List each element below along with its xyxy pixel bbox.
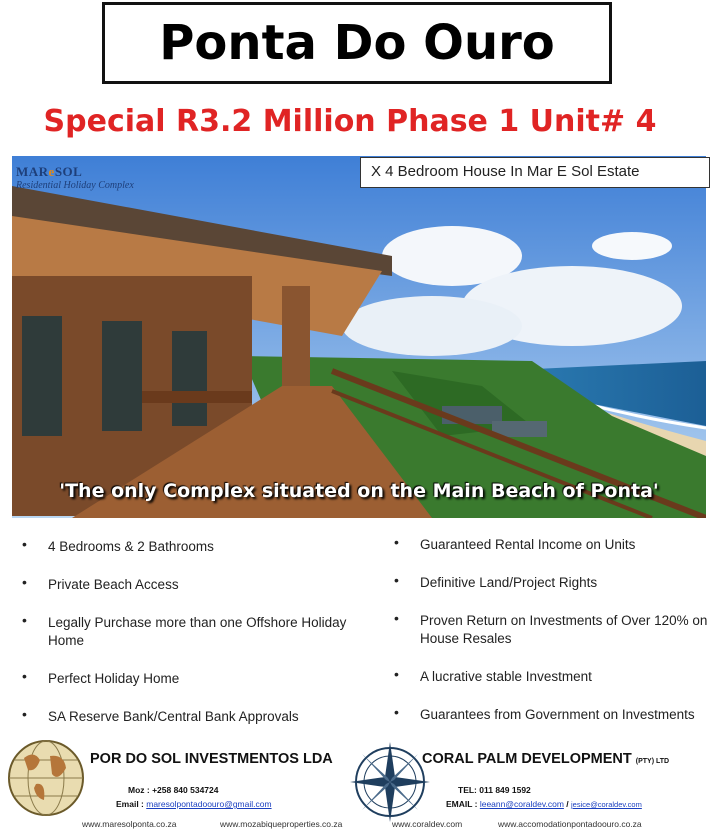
feature-item: • Legally Purchase more than one Offshore Holiday Home (16, 614, 356, 650)
features-left-list (16, 538, 356, 726)
page-title: Ponta Do Ouro (159, 15, 555, 71)
feature-item: • Definitive Land/Project Rights (388, 574, 708, 592)
website-link[interactable]: www.coraldev.com (392, 819, 463, 829)
company2-phone: TEL: 011 849 1592 (458, 785, 531, 795)
title-box (102, 2, 612, 84)
company1-phone: Moz : +258 840 534724 (128, 785, 219, 795)
logo-brand: MAReSOL (16, 164, 83, 179)
company1-email-link[interactable]: maresolpontadoouro@gmail.com (146, 799, 272, 809)
feature-item: • Guarantees from Government on Investments (388, 706, 708, 724)
company2-email2-link[interactable]: jesice@coraldev.com (571, 800, 642, 809)
special-offer-heading: Special R3.2 Million Phase 1 Unit# 4 (43, 104, 657, 139)
website-link[interactable]: www.accomodationpontadoouro.co.za (498, 819, 642, 829)
company2-email-line: EMAIL : leeann@coraldev.com / jesice@coraldev.com (446, 799, 642, 809)
house-description-box: X 4 Bedroom House In Mar E Sol Estate (360, 157, 710, 188)
company1-email-line: Email : maresolpontadoouro@gmail.com (116, 799, 272, 809)
company1-name: POR DO SOL INVESTMENTOS LDA (90, 751, 333, 767)
feature-item: • A lucrative stable Investment (388, 668, 708, 686)
compass-rose-icon (348, 740, 432, 824)
feature-item: • 4 Bedrooms & 2 Bathrooms (16, 538, 356, 556)
website-link[interactable]: www.maresolponta.co.za (82, 819, 177, 829)
feature-item: • Guaranteed Rental Income on Units (388, 536, 708, 554)
feature-item: • Proven Return on Investments of Over 120% on House Resales (388, 612, 708, 648)
feature-item: • Private Beach Access (16, 576, 356, 594)
company2-email-link[interactable]: leeann@coraldev.com (479, 799, 564, 809)
feature-item: • SA Reserve Bank/Central Bank Approvals (16, 708, 356, 726)
globe-icon (6, 738, 86, 818)
feature-item: • Perfect Holiday Home (16, 670, 356, 688)
logo-subtitle: Residential Holiday Complex (16, 180, 134, 191)
features-right-list (388, 536, 708, 724)
property-photo (12, 156, 706, 518)
maresol-logo (16, 164, 134, 191)
tagline-quote: 'The only Complex situated on the Main Beach of Ponta' (59, 480, 659, 502)
company2-name: CORAL PALM DEVELOPMENT (PTY) LTD (422, 751, 670, 767)
website-link[interactable]: www.mozabiqueproperties.co.za (220, 819, 343, 829)
